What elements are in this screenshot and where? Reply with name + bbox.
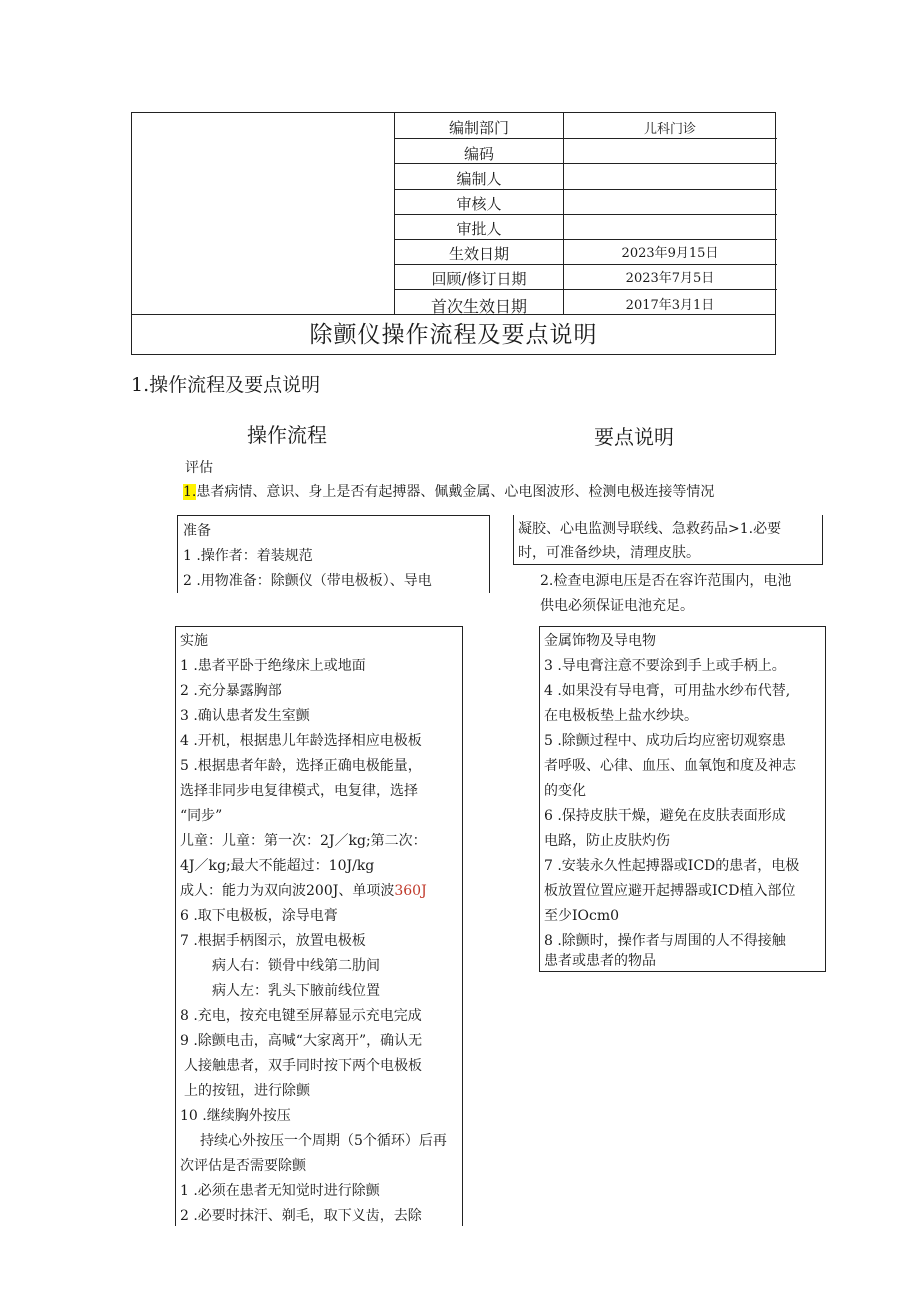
note-line: 患者或患者的物品 [544, 953, 656, 969]
note-line: 5 .除颤过程中、成功后均应密切观察患 [544, 733, 786, 749]
note-line: 4 .如果没有导电膏，可用盐水纱布代替, [544, 683, 791, 699]
impl-line: 儿童：儿童：第一次：2J／kg;第二次： [180, 833, 427, 849]
column-title-process: 操作流程 [247, 423, 327, 447]
note-line: 的变化 [544, 783, 586, 799]
impl-line: 1 .必须在患者无知觉时进行除颤 [180, 1183, 380, 1199]
impl-line: 病人左：乳头下腋前线位置 [212, 983, 380, 999]
assess-row [183, 481, 714, 501]
note-line: 7 .安装永久性起搏器或ICD的患者，电极 [544, 858, 800, 874]
impl-box [175, 626, 463, 1226]
impl-line: 人接触患者，双手同时按下两个电极板 [184, 1058, 422, 1074]
impl-line: 7 .根据手柄图示，放置电极板 [180, 933, 366, 949]
impl-line-adult-energy [180, 881, 427, 901]
prep-box [177, 515, 490, 593]
impl-line: 次评估是否需要除颤 [180, 1158, 306, 1174]
note-line: 在电极板垫上盐水纱块。 [544, 708, 698, 724]
impl-line: 选择非同步电复律模式，电复律，选择 [180, 783, 418, 799]
impl-line: 10 .继续胸外按压 [180, 1108, 291, 1124]
note-line: 者呼吸、心律、血压、血氧饱和度及神志 [544, 758, 796, 774]
label-first-effective-date: 首次生效日期 [430, 297, 527, 316]
label-effective-date: 生效日期 [448, 245, 509, 263]
value-dept: 儿科门诊 [643, 122, 696, 137]
impl-line: 9 .除颤电击，高喊“大家离开”，确认无 [180, 1033, 423, 1049]
label-revision-date: 回顾/修订日期 [431, 270, 527, 288]
impl-line: 3 .确认患者发生室颤 [180, 708, 310, 724]
prep-right-line: 凝胶、心电监测导联线、急救药品>1.必要 [518, 521, 782, 537]
check-note-line: 2.检查电源电压是否在容许范围内，电池 [540, 573, 792, 589]
note-line: 金属饰物及导电物 [544, 633, 656, 649]
prep-right-box [513, 515, 823, 565]
note-line: 3 .导电膏注意不要涂到手上或手柄上。 [544, 658, 786, 674]
notes-box [539, 626, 826, 972]
impl-line: 2 .充分暴露胸部 [180, 683, 282, 699]
section-title: 1.操作流程及要点说明 [131, 374, 321, 396]
impl-line: 1 .患者平卧于绝缘床上或地面 [180, 658, 366, 674]
impl-line: 实施 [180, 633, 208, 649]
prep-line: 1 .操作者：着装规范 [183, 548, 313, 564]
impl-line: 持续心外按压一个周期（5个循环）后再 [200, 1133, 447, 1149]
check-note-line: 供电必须保证电池充足。 [540, 598, 694, 614]
label-dept: 编制部门 [448, 119, 509, 137]
note-line: 8 .除颤时，操作者与周围的人不得接触 [544, 933, 786, 949]
column-title-notes: 要点说明 [594, 425, 674, 449]
header-table [131, 112, 776, 355]
impl-line: 5 .根据患者年龄，选择正确电极能量， [180, 758, 422, 774]
value-revision-date: 2023年7月5日 [625, 271, 715, 286]
document-title: 除颤仪操作流程及要点说明 [309, 322, 598, 348]
assess-number: 1. [183, 484, 197, 500]
assess-label: 评估 [185, 460, 213, 476]
note-line: 6 .保持皮肤干燥，避免在皮肤表面形成 [544, 808, 786, 824]
note-line: 板放置位置应避开起搏器或ICD植入部位 [544, 883, 796, 899]
label-author: 编制人 [456, 170, 502, 188]
prep-line: 2 .用物准备：除颤仪（带电极板）、导电 [183, 573, 432, 589]
prep-right-line: 时，可准备纱块，清理皮肤。 [518, 545, 700, 561]
label-code: 编码 [463, 145, 494, 163]
note-line: 电路，防止皮肤灼伤 [544, 833, 670, 849]
impl-line: 病人右：锁骨中线第二肋间 [212, 958, 380, 974]
impl-line: 4 .开机，根据患儿年龄选择相应电极板 [180, 733, 422, 749]
value-first-effective-date: 2017年3月1日 [625, 298, 715, 313]
impl-line: 8 .充电，按充电键至屏幕显示充电完成 [180, 1008, 422, 1024]
impl-red-text: 360J [394, 883, 427, 899]
impl-line: 6 .取下电极板，涂导电膏 [180, 908, 338, 924]
impl-line: 4J／kg;最大不能超过：10J/kg [180, 858, 375, 874]
note-line: 至少IOcm0 [544, 908, 620, 924]
impl-line: 2 .必要时抹汗、剃毛，取下义齿，去除 [180, 1208, 422, 1224]
assess-text: 患者病情、意识、身上是否有起搏器、佩戴金属、心电图波形、检测电极连接等情况 [196, 484, 715, 500]
value-effective-date: 2023年9月15日 [621, 246, 719, 261]
impl-line: “同步” [180, 808, 223, 824]
impl-line: 成人：能力为双向波200J、单项波 [180, 883, 395, 899]
prep-line: 准备 [183, 523, 211, 539]
impl-line: 上的按钮，进行除颤 [184, 1083, 310, 1099]
label-reviewer: 审核人 [456, 195, 502, 213]
label-approver: 审批人 [456, 220, 502, 238]
